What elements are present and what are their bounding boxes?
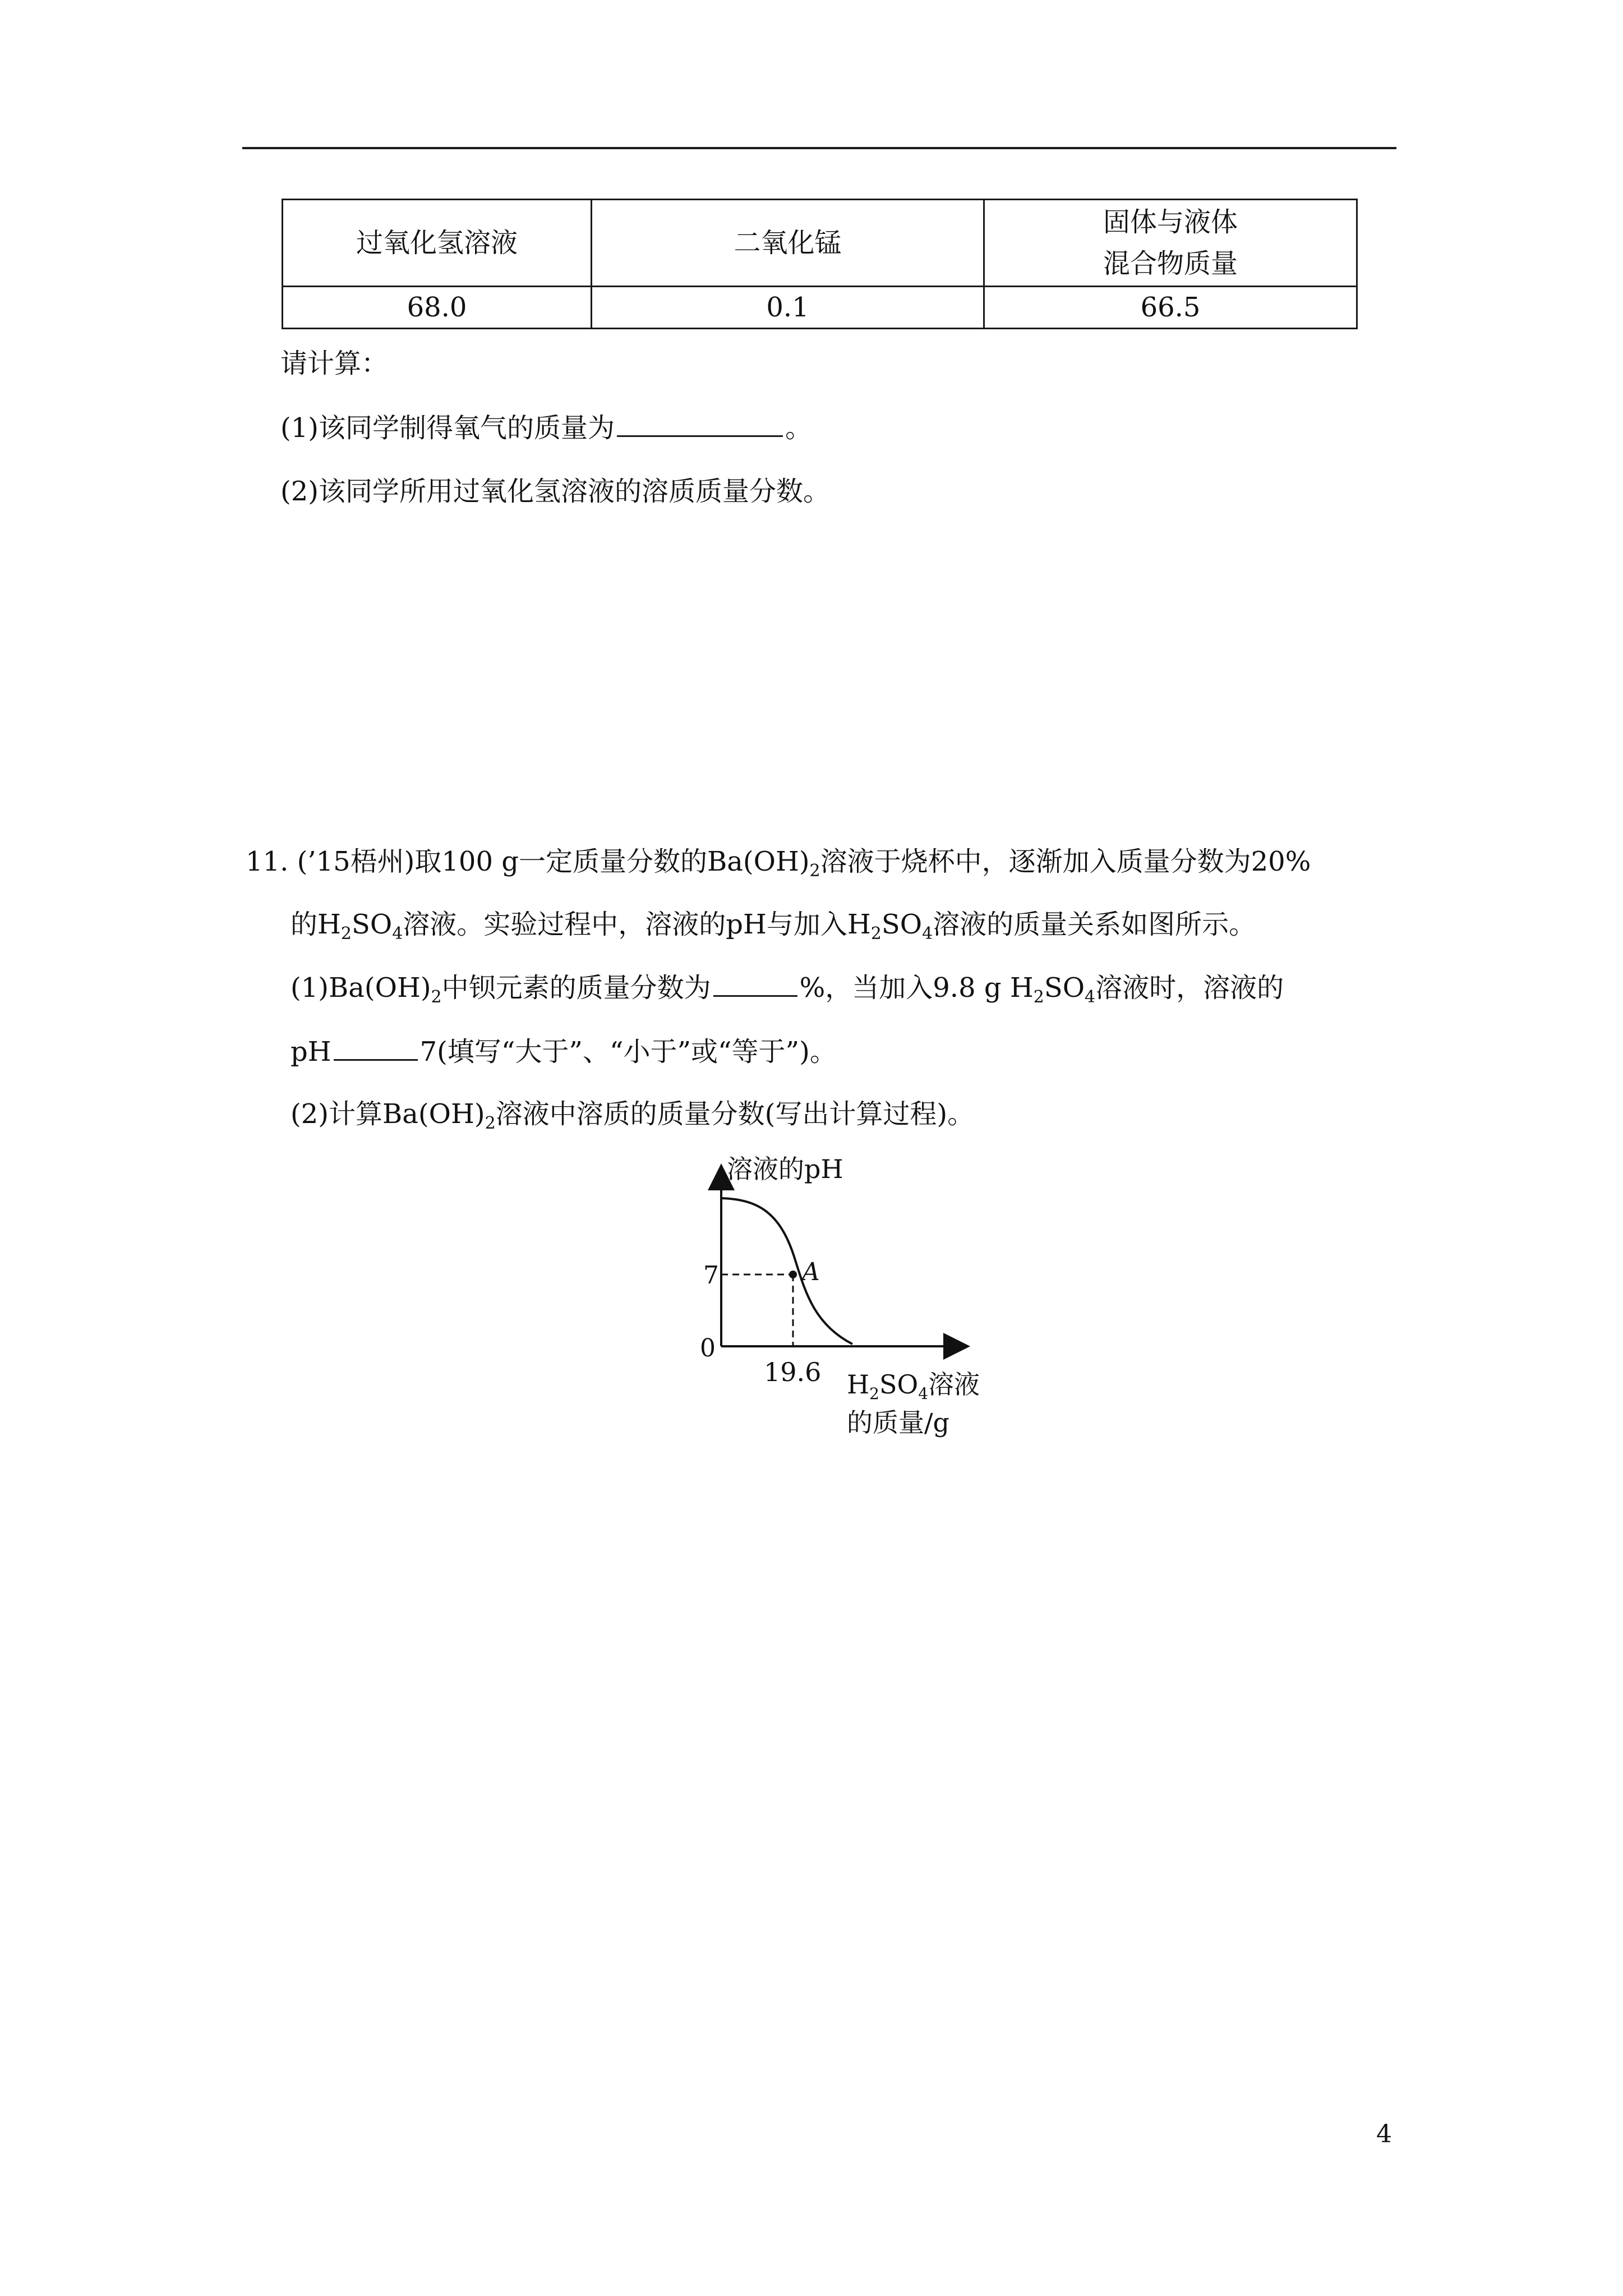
q10-part2: (2)该同学所用过氧化氢溶液的溶质质量分数。: [280, 476, 830, 507]
answer-blank[interactable]: [334, 1034, 418, 1061]
q10-prompt: 请计算：: [280, 348, 389, 379]
q11-line3: $(1)Ba(OH)_2$中钡元素的质量分数为 %，当加入9.8 g $H_2SO_4$溶液时，溶液的: [291, 970, 1284, 1005]
origin-label: 0: [700, 1334, 716, 1363]
y-axis-label: 溶液的pH: [727, 1156, 843, 1184]
value-mixture: 66.5: [984, 287, 1357, 329]
x-axis-label-line2: 的质量/g: [847, 1407, 949, 1438]
page-number: 4: [1376, 2120, 1392, 2148]
answer-blank[interactable]: [617, 411, 783, 437]
header-h2o2: 过氧化氢溶液: [283, 200, 592, 287]
q11-line5: (2)计算$Ba(OH)_2$溶液中溶质的质量分数(写出计算过程)。: [291, 1098, 975, 1133]
q10-part1: (1)该同学制得氧气的质量为 。: [280, 411, 812, 445]
ph-chart: [690, 1156, 1004, 1447]
x-tick-label: 19.6: [764, 1357, 822, 1387]
header-mixture: 固体与液体 混合物质量: [984, 200, 1357, 287]
table-value-row: [283, 287, 1357, 329]
ph-curve: [721, 1198, 852, 1344]
header-rule: [242, 147, 1396, 149]
q11-line1: 11. (’15梧州)取100 g一定质量分数的$Ba(OH)_2$溶液于烧杯中，逐渐加入质量分数为20%: [246, 846, 1311, 881]
value-h2o2: 68.0: [283, 287, 592, 329]
q11-line4: pH 7(填写“大于”、“小于”或“等于”)。: [291, 1034, 837, 1069]
x-axis-label-line1: $H_2SO_4$溶液: [847, 1369, 980, 1403]
table-header-row: [283, 200, 1357, 287]
data-table: [282, 199, 1358, 329]
point-a: [789, 1271, 797, 1278]
answer-blank[interactable]: [713, 970, 797, 997]
point-a-label: A: [802, 1258, 820, 1286]
y-tick-label: 7: [703, 1261, 719, 1290]
q11-line2: 的$H_2SO_4$溶液。实验过程中，溶液的pH与加入$H_2SO_4$溶液的质量关系如图所示。: [291, 909, 1256, 944]
header-mno2: 二氧化锰: [592, 200, 984, 287]
value-mno2: 0.1: [592, 287, 984, 329]
